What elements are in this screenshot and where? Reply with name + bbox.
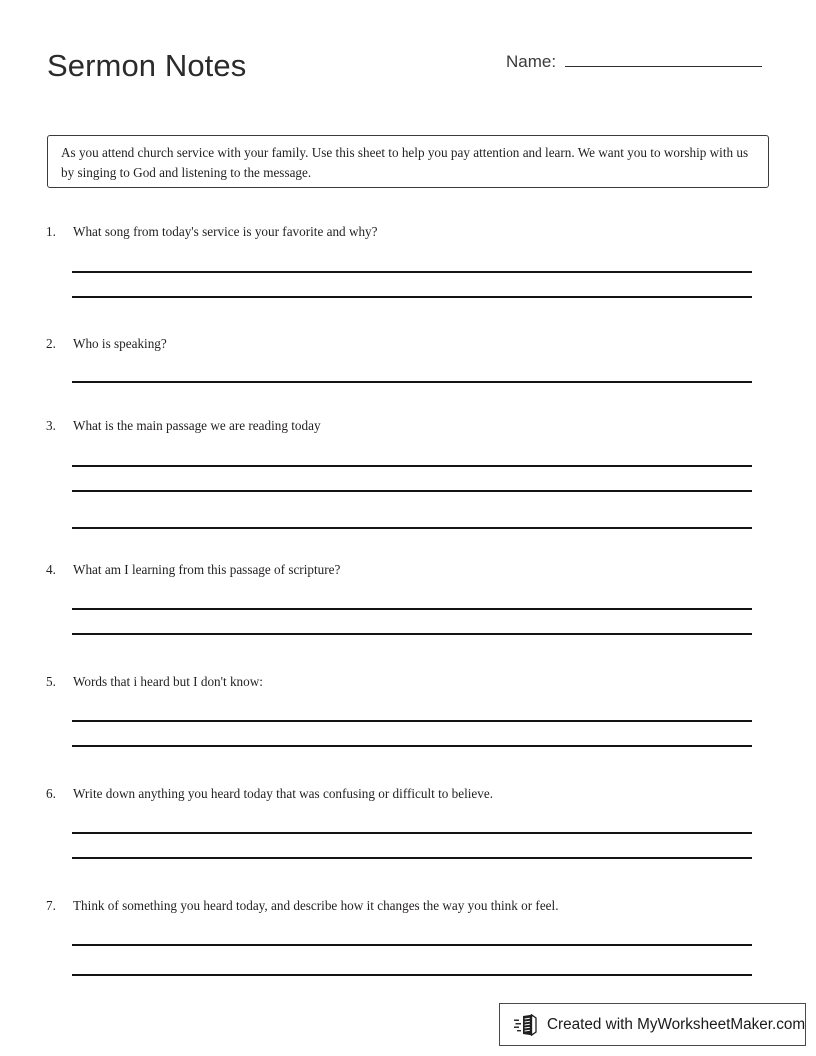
question-number: 4.: [46, 562, 56, 577]
answer-line[interactable]: [72, 527, 752, 529]
answer-line[interactable]: [72, 745, 752, 747]
name-label: Name:: [506, 52, 557, 71]
question-number: 5.: [46, 674, 56, 689]
answer-line[interactable]: [72, 465, 752, 467]
question-text: Think of something you heard today, and describe how it changes the way you think or feel.: [73, 898, 559, 913]
question-number: 6.: [46, 786, 56, 801]
page-header: [0, 0, 816, 120]
name-field-group: [506, 52, 762, 72]
answer-line[interactable]: [72, 974, 752, 976]
answer-line[interactable]: [72, 832, 752, 834]
instructions-box: [47, 135, 769, 188]
question-text: Words that i heard but I don't know:: [73, 674, 263, 689]
question-text: What am I learning from this passage of scripture?: [73, 562, 341, 577]
page-title: Sermon Notes: [47, 48, 247, 83]
answer-line[interactable]: [72, 490, 752, 492]
answer-line[interactable]: [72, 944, 752, 946]
answer-line[interactable]: [72, 720, 752, 722]
question-text: Write down anything you heard today that was confusing or difficult to believe.: [73, 786, 494, 801]
question-header: [46, 562, 776, 580]
footer-attribution-badge[interactable]: [499, 1003, 806, 1046]
question-number: 2.: [46, 336, 56, 351]
footer-attribution-text: Created with MyWorksheetMaker.com: [547, 1015, 806, 1033]
question-text: Who is speaking?: [73, 336, 167, 351]
question-header: [46, 224, 776, 242]
question-text: What song from today's service is your favorite and why?: [73, 224, 378, 239]
name-input-line[interactable]: [565, 66, 762, 67]
question-header: [46, 336, 776, 354]
question-header: [46, 674, 776, 692]
question-number: 3.: [46, 418, 56, 433]
question-text: What is the main passage we are reading today: [73, 418, 321, 433]
question-number: 1.: [46, 224, 56, 239]
question-header: [46, 898, 776, 916]
answer-line[interactable]: [72, 857, 752, 859]
question-number: 7.: [46, 898, 56, 913]
question-header: [46, 786, 776, 804]
answer-line[interactable]: [72, 608, 752, 610]
answer-line[interactable]: [72, 633, 752, 635]
instructions-text: As you attend church service with your family. Use this sheet to help you pay attention and learn. We want you to worship with us by singing to God and listening to the message.: [61, 145, 749, 180]
myworksheetmaker-logo-icon: [514, 1014, 538, 1036]
answer-line[interactable]: [72, 296, 752, 298]
question-header: [46, 418, 776, 436]
answer-line[interactable]: [72, 381, 752, 383]
answer-line[interactable]: [72, 271, 752, 273]
